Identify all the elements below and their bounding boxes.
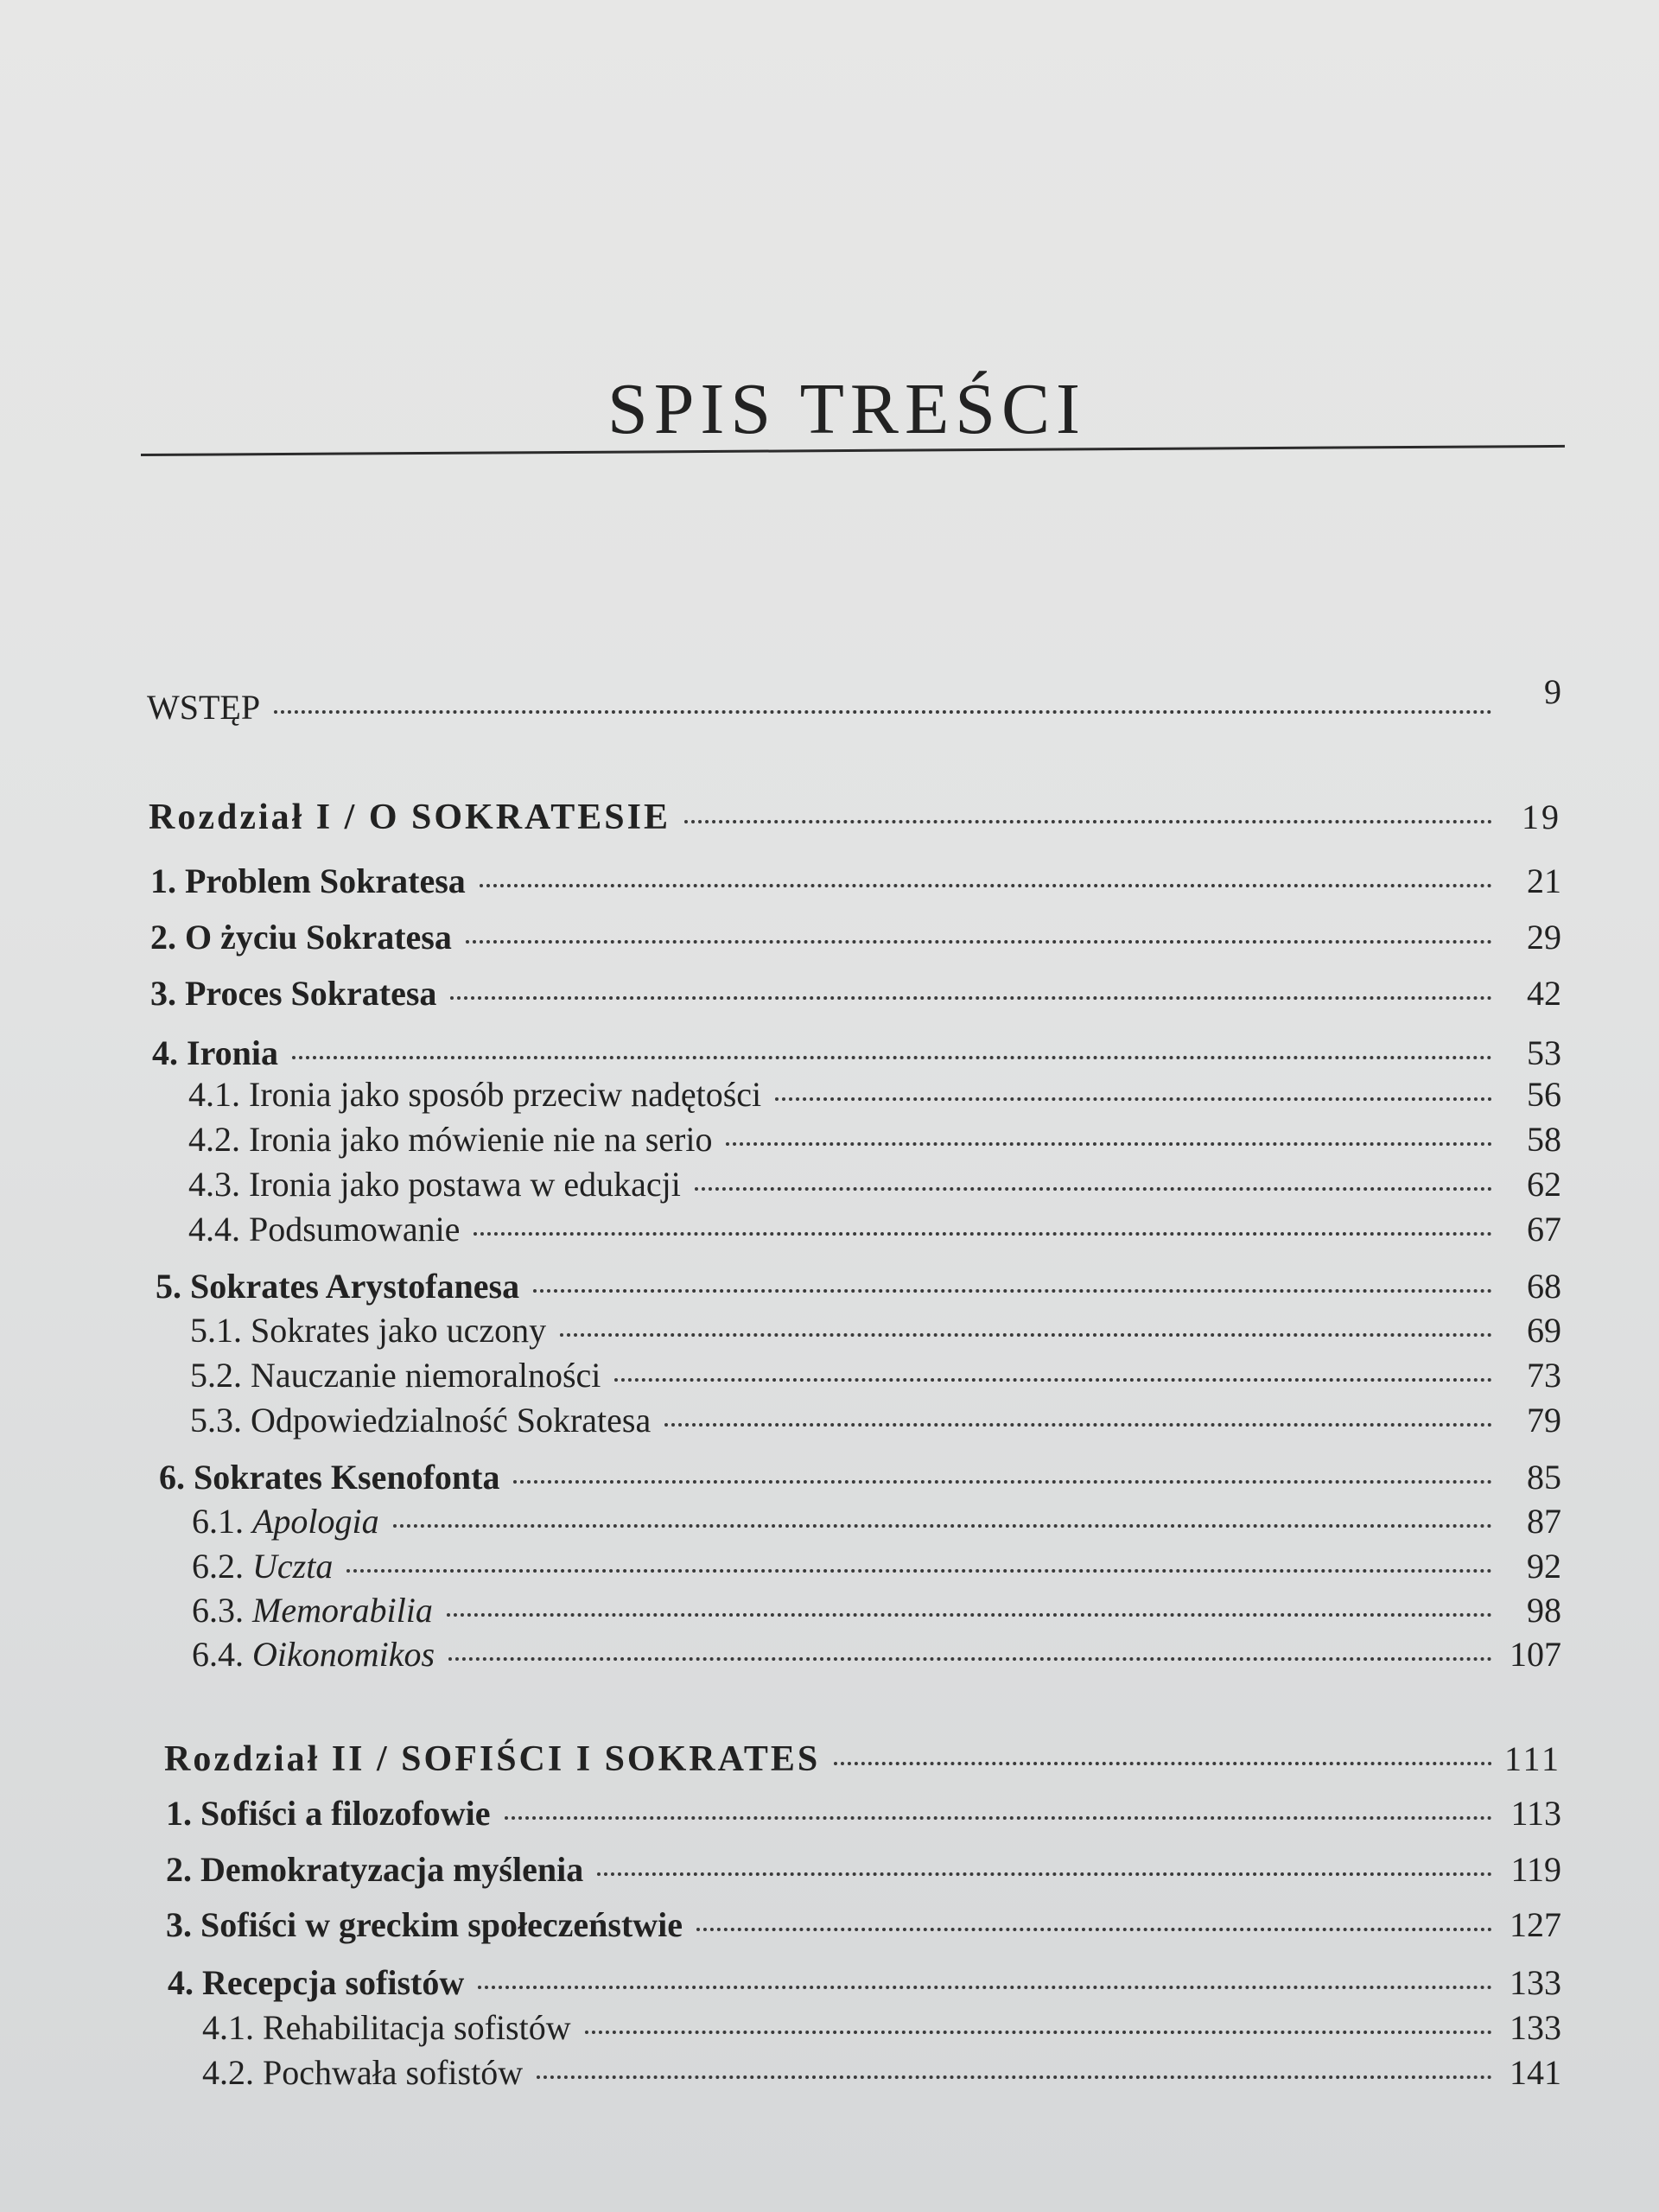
toc-entry-introduction[interactable]: WSTĘP 9 — [147, 672, 1561, 727]
work-title: Memorabilia — [252, 1591, 433, 1630]
dot-leader — [537, 2075, 1492, 2079]
dot-leader — [447, 1613, 1492, 1617]
page-number: 107 — [1510, 1635, 1561, 1674]
page-number: 87 — [1527, 1502, 1561, 1541]
toc-section[interactable]: 2. Demokratyzacja myślenia 119 — [166, 1850, 1561, 1889]
subsection-number: 6.4. — [192, 1635, 244, 1674]
dot-leader — [448, 1657, 1492, 1661]
toc-chapter-1[interactable]: Rozdział I / O SOKRATESIE 19 — [149, 798, 1561, 837]
toc-section[interactable]: 2. O życiu Sokratesa 29 — [150, 918, 1561, 957]
toc-section[interactable]: 1. Sofiści a filozofowie 113 — [166, 1794, 1561, 1833]
dot-leader — [466, 940, 1492, 944]
dot-leader — [834, 1762, 1492, 1765]
toc-subsection[interactable]: 5.3. Odpowiedzialność Sokratesa 79 — [190, 1401, 1561, 1440]
dot-leader — [664, 1423, 1492, 1427]
dot-leader — [474, 1232, 1492, 1236]
page-number: 113 — [1510, 1794, 1561, 1833]
toc-subsection[interactable]: 4.2. Pochwała sofistów 141 — [202, 2053, 1561, 2092]
toc-subsection[interactable] — [192, 1634, 1561, 1675]
page-number: 42 — [1527, 974, 1561, 1013]
page-title: SPIS TREŚCI — [607, 369, 1086, 449]
page-number: 73 — [1527, 1356, 1561, 1395]
dot-leader — [480, 884, 1492, 887]
page-number: 79 — [1527, 1401, 1561, 1440]
page-number: 92 — [1527, 1547, 1561, 1586]
dot-leader — [684, 820, 1492, 823]
dot-leader — [560, 1333, 1492, 1337]
toc-subsection[interactable]: 4.1. Rehabilitacja sofistów 133 — [202, 2008, 1561, 2047]
page-number: 29 — [1527, 918, 1561, 957]
page-number: 98 — [1527, 1591, 1561, 1630]
dot-leader — [505, 1816, 1493, 1820]
toc-subsection[interactable]: 4.4. Podsumowanie 67 — [188, 1210, 1561, 1249]
page-number: 9 — [1544, 672, 1561, 711]
page-number: 85 — [1527, 1458, 1561, 1497]
dot-leader — [696, 1928, 1492, 1931]
page-number: 67 — [1527, 1210, 1561, 1249]
toc-section[interactable]: 3. Sofiści w greckim społeczeństwie 127 — [166, 1905, 1561, 1944]
toc-subsection[interactable] — [192, 1546, 1561, 1586]
dot-leader — [346, 1569, 1492, 1573]
page-number: 53 — [1527, 1033, 1561, 1072]
page-number: 69 — [1527, 1311, 1561, 1350]
work-title: Oikonomikos — [252, 1635, 435, 1674]
page-number: 133 — [1510, 2008, 1561, 2047]
toc-subsection[interactable]: 5.2. Nauczanie niemoralności 73 — [190, 1356, 1561, 1395]
toc-subsection[interactable]: 4.1. Ironia jako sposób przeciw nadętości 56 — [188, 1075, 1561, 1114]
page-number: 62 — [1527, 1165, 1561, 1204]
dot-leader — [695, 1187, 1492, 1191]
toc-subsection[interactable]: 4.3. Ironia jako postawa w edukacji 62 — [188, 1165, 1561, 1204]
dot-leader — [292, 1056, 1492, 1059]
dot-leader — [726, 1142, 1492, 1146]
toc-subsection[interactable]: 5.1. Sokrates jako uczony 69 — [190, 1311, 1561, 1350]
page-number: 68 — [1527, 1267, 1561, 1306]
page-number: 56 — [1527, 1075, 1561, 1114]
page-number: 133 — [1510, 1963, 1561, 2002]
toc-section[interactable]: 1. Problem Sokratesa 21 — [150, 861, 1561, 900]
page-number: 58 — [1527, 1120, 1561, 1159]
dot-leader — [614, 1378, 1492, 1382]
work-title: Uczta — [252, 1547, 334, 1586]
page-number: 21 — [1527, 861, 1561, 900]
toc-section[interactable]: 4. Recepcja sofistów 133 — [168, 1963, 1561, 2002]
page-number: 141 — [1510, 2053, 1561, 2092]
toc-subsection[interactable] — [192, 1501, 1561, 1541]
subsection-number: 6.3. — [192, 1591, 244, 1630]
dot-leader — [274, 710, 1492, 714]
dot-leader — [478, 1986, 1492, 1989]
toc-section[interactable]: 6. Sokrates Ksenofonta 85 — [159, 1458, 1561, 1497]
dot-leader — [775, 1097, 1492, 1101]
toc-section[interactable]: 3. Proces Sokratesa 42 — [150, 974, 1561, 1013]
dot-leader — [450, 996, 1492, 1000]
subsection-number: 6.1. — [192, 1502, 244, 1541]
subsection-number: 6.2. — [192, 1547, 244, 1586]
toc-subsection[interactable] — [192, 1590, 1561, 1630]
page-number: 119 — [1510, 1850, 1561, 1889]
dot-leader — [393, 1524, 1492, 1528]
page-number: 19 — [1522, 798, 1561, 836]
work-title: Apologia — [252, 1502, 379, 1541]
dot-leader — [513, 1480, 1492, 1484]
toc-section[interactable]: 5. Sokrates Arystofanesa 68 — [156, 1267, 1561, 1306]
page-number: 127 — [1510, 1905, 1561, 1944]
toc-subsection[interactable]: 4.2. Ironia jako mówienie nie na serio 58 — [188, 1120, 1561, 1159]
toc-section[interactable]: 4. Ironia 53 — [152, 1033, 1561, 1072]
dot-leader — [597, 1872, 1492, 1876]
toc-chapter-2[interactable]: Rozdział II / SOFIŚCI I SOKRATES 111 — [164, 1739, 1561, 1779]
dot-leader — [585, 2031, 1492, 2034]
dot-leader — [533, 1289, 1492, 1293]
page-number: 111 — [1503, 1739, 1561, 1778]
